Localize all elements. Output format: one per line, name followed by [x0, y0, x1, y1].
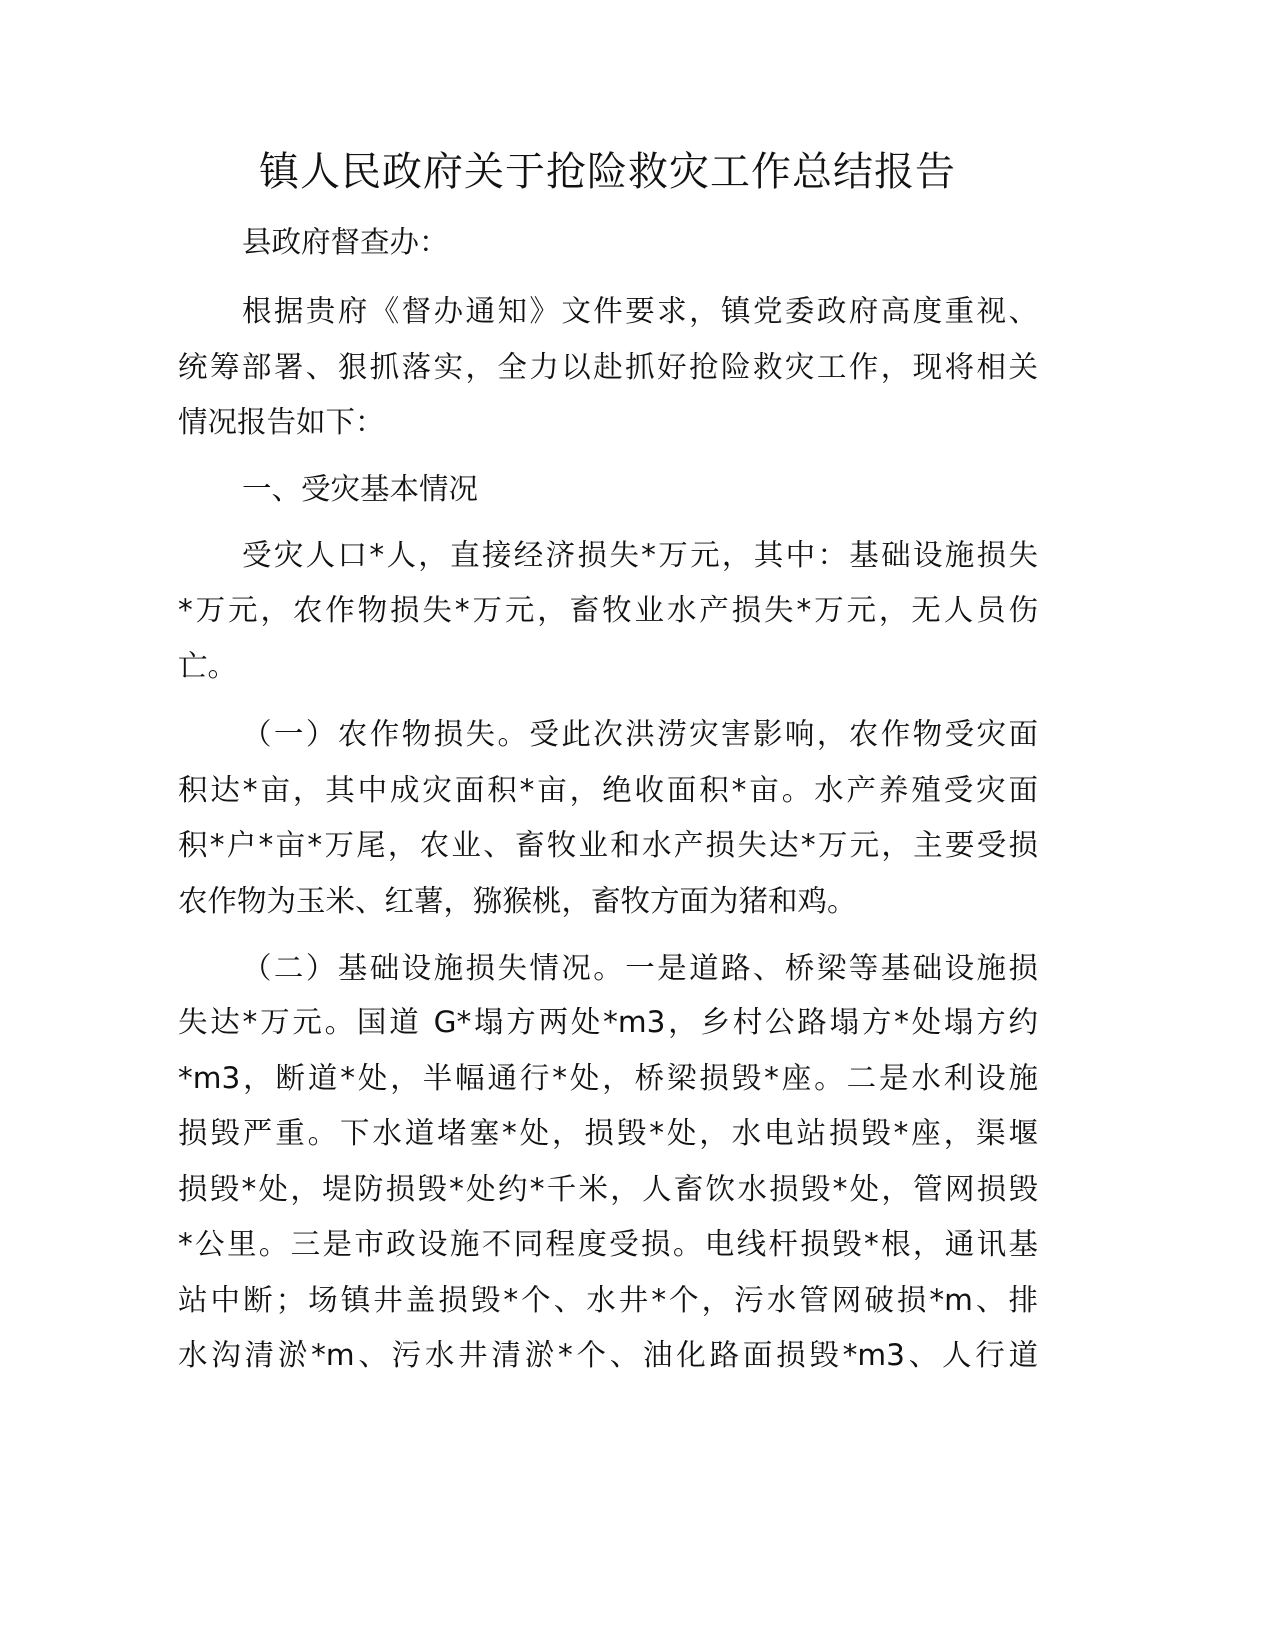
infrastructure-loss-line: 失达*万元。国道 G*塌方两处*m3，乡村公路塌方*处塌方约 — [178, 1005, 1038, 1039]
crop-loss-line: 积*户*亩*万尾，农业、畜牧业和水产损失达*万元，主要受损 — [178, 828, 1038, 862]
salutation: 县政府督查办： — [242, 225, 449, 259]
crop-loss-line: 农作物为玉米、红薯，猕猴桃，畜牧方面为猪和鸡。 — [178, 884, 857, 918]
intro-paragraph-line: 情况报告如下： — [178, 405, 385, 439]
intro-paragraph-line: 统筹部署、狠抓落实，全力以赴抓好抢险救灾工作，现将相关 — [178, 350, 1038, 384]
damage-summary-line: 受灾人口*人，直接经济损失*万元，其中：基础设施损失 — [242, 538, 1038, 572]
infrastructure-loss-line: 水沟清淤*m、污水井清淤*个、油化路面损毁*m3、人行道 — [178, 1338, 1038, 1372]
intro-paragraph-line: 根据贵府《督办通知》文件要求，镇党委政府高度重视、 — [242, 294, 1038, 328]
infrastructure-loss-line: *m3，断道*处，半幅通行*处，桥梁损毁*座。二是水利设施 — [178, 1061, 1038, 1095]
infrastructure-loss-line: 损毁*处，堤防损毁*处约*千米，人畜饮水损毁*处，管网损毁 — [178, 1172, 1038, 1206]
crop-loss-line: （一）农作物损失。受此次洪涝灾害影响，农作物受灾面 — [242, 717, 1038, 751]
infrastructure-loss-line: *公里。三是市政设施不同程度受损。电线杆损毁*根，通讯基 — [178, 1227, 1038, 1261]
infrastructure-loss-line: 站中断；场镇井盖损毁*个、水井*个，污水管网破损*m、排 — [178, 1283, 1038, 1317]
section-heading: 一、受灾基本情况 — [242, 472, 479, 506]
crop-loss-line: 积达*亩，其中成灾面积*亩，绝收面积*亩。水产养殖受灾面 — [178, 773, 1038, 807]
infrastructure-loss-line: （二）基础设施损失情况。一是道路、桥梁等基础设施损 — [242, 951, 1038, 985]
damage-summary-line: 亡。 — [178, 649, 238, 683]
document-title: 镇人民政府关于抢险救灾工作总结报告 — [259, 149, 956, 195]
damage-summary-line: *万元，农作物损失*万元，畜牧业水产损失*万元，无人员伤 — [178, 593, 1038, 627]
infrastructure-loss-line: 损毁严重。下水道堵塞*处，损毁*处，水电站损毁*座，渠堰 — [178, 1116, 1038, 1150]
